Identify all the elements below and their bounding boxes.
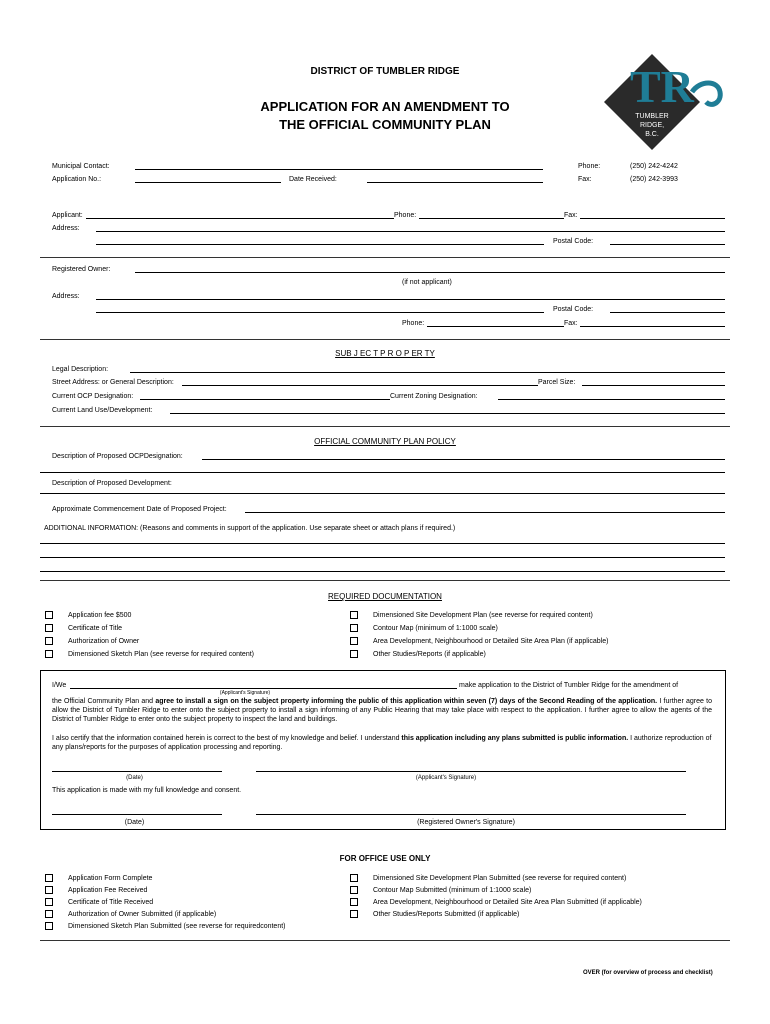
office-right-list (350, 874, 642, 922)
district-title: DISTRICT OF TUMBLER RIDGE (310, 66, 460, 77)
applicant-phone-field[interactable] (419, 218, 564, 219)
office-item[interactable]: Contour Map Submitted (minimum of 1:1000 scale) (350, 886, 642, 898)
office-use-heading: FOR OFFICE USE ONLY (339, 854, 431, 863)
registered-owner-field[interactable] (135, 272, 725, 273)
district-logo (600, 50, 725, 155)
required-right-list (350, 611, 608, 663)
additional-info-field-3[interactable] (40, 571, 725, 572)
page-title-line1: APPLICATION FOR AN AMENDMENT TO (260, 99, 510, 114)
additional-info-field-1[interactable] (40, 543, 725, 544)
section-divider (40, 257, 730, 258)
iwe-label: I/We (52, 682, 67, 689)
legal-description-field[interactable] (130, 372, 725, 373)
checkbox[interactable] (350, 910, 358, 918)
svg-text:TR: TR (630, 61, 694, 112)
required-item[interactable]: Contour Map (minimum of 1:1000 scale) (350, 624, 608, 637)
checkbox[interactable] (45, 874, 53, 882)
checkbox[interactable] (350, 611, 358, 619)
applicant-field[interactable] (86, 218, 394, 219)
required-item[interactable]: Certificate of Title (45, 624, 254, 637)
section-divider (40, 339, 730, 340)
checkbox[interactable] (350, 898, 358, 906)
applicant-address-field-1[interactable] (96, 231, 725, 232)
owner-signature-field[interactable] (256, 814, 686, 815)
checkbox[interactable] (45, 611, 53, 619)
office-left-list (45, 874, 286, 934)
owner-postal-label: Postal Code: (553, 306, 594, 313)
date-caption-2: (Date) (124, 819, 145, 826)
fax-label: Fax: (578, 176, 592, 183)
checkbox[interactable] (45, 886, 53, 894)
applicant-label: Applicant: (52, 212, 83, 219)
date-received-field[interactable] (367, 182, 543, 183)
proposed-ocp-label: Description of Proposed OCPDesignation: (52, 453, 183, 460)
office-item[interactable]: Other Studies/Reports Submitted (if applicable) (350, 910, 642, 922)
ocp-designation-field[interactable] (140, 399, 390, 400)
parcel-size-field[interactable] (582, 385, 725, 386)
owner-address-field-1[interactable] (96, 299, 725, 300)
proposed-ocp-field[interactable] (202, 459, 725, 460)
registered-owner-label: Registered Owner: (52, 266, 111, 273)
checkbox[interactable] (45, 624, 53, 632)
checkbox[interactable] (350, 650, 358, 658)
date-caption-1: (Date) (126, 775, 143, 781)
zoning-designation-label: Current Zoning Designation: (390, 393, 478, 400)
owner-address-label: Address: (52, 293, 80, 300)
proposed-dev-label: Description of Proposed Development: (52, 480, 172, 487)
applicant-fax-label: Fax: (564, 212, 578, 219)
office-item[interactable]: Application Fee Received (45, 886, 286, 898)
required-item[interactable]: Other Studies/Reports (if applicable) (350, 650, 608, 663)
required-left-list (45, 611, 254, 663)
municipal-contact-label: Municipal Contact: (52, 163, 110, 170)
if-not-applicant-note: (if not applicant) (402, 279, 452, 286)
logo-text-line3: B.C. (645, 131, 659, 138)
logo-text-line2: RIDGE, (639, 122, 665, 129)
street-address-label: Street Address: or General Description: (52, 379, 174, 386)
municipal-contact-field[interactable] (135, 169, 543, 170)
declaration-paragraph-2: I also certify that the information contained herein is correct to the best of my knowledge and belief. I understand this application including any plans submitted is public information. I authorize reproduction of any plans/reports for the purposes of application processing and reporting. (52, 735, 712, 751)
checkbox[interactable] (350, 886, 358, 894)
phone-label: Phone: (578, 163, 601, 170)
office-item[interactable]: Authorization of Owner Submitted (if applicable) (45, 910, 286, 922)
applicant-address-field-2[interactable] (96, 244, 544, 245)
make-application-text: make application to the District of Tumbler Ridge for the amendment of (459, 682, 679, 689)
applicant-signature-field[interactable] (256, 771, 686, 772)
checkbox[interactable] (350, 874, 358, 882)
office-item[interactable]: Application Form Complete (45, 874, 286, 886)
office-item[interactable]: Dimensioned Site Development Plan Submitted (see reverse for required content) (350, 874, 642, 886)
land-use-field[interactable] (170, 413, 725, 414)
proposed-dev-field[interactable] (40, 493, 725, 494)
section-divider (40, 580, 730, 581)
owner-phone-field[interactable] (427, 326, 564, 327)
fax-value: (250) 242-3993 (630, 176, 678, 183)
additional-info-field-2[interactable] (40, 557, 725, 558)
date-field-2[interactable] (52, 814, 222, 815)
required-item[interactable]: Dimensioned Site Development Plan (see reverse for required content) (350, 611, 608, 624)
applicant-phone-label: Phone: (394, 212, 417, 219)
legal-description-label: Legal Description: (52, 366, 109, 373)
over-note: OVER (for overview of process and checklist) (583, 970, 713, 976)
office-item[interactable]: Certificate of Title Received (45, 898, 286, 910)
consent-text: This application is made with my full knowledge and consent. (52, 787, 242, 794)
applicant-signature-caption: (Applicant's Signature) (415, 775, 477, 781)
applicant-postal-label: Postal Code: (553, 238, 594, 245)
checkbox[interactable] (350, 637, 358, 645)
applicants-signature-caption: (Applicant's Signature) (219, 690, 271, 696)
checkbox[interactable] (350, 624, 358, 632)
applicant-fax-field[interactable] (580, 218, 725, 219)
zoning-designation-field[interactable] (498, 399, 725, 400)
date-field-1[interactable] (52, 771, 222, 772)
required-doc-heading: REQUIRED DOCUMENTATION (328, 592, 442, 601)
section-divider (40, 426, 730, 427)
owner-address-field-2[interactable] (96, 312, 544, 313)
phone-value: (250) 242-4242 (630, 163, 678, 170)
owner-signature-caption: (Registered Owner's Signature) (417, 819, 515, 826)
office-item[interactable]: Area Development, Neighbourhood or Detailed Site Area Plan Submitted (if applicable) (350, 898, 642, 910)
subject-property-heading: SUB J EC T P R O P ER TY (335, 349, 435, 358)
owner-phone-label: Phone: (402, 320, 425, 327)
commencement-label: Approximate Commencement Date of Proposed Project: (52, 506, 227, 513)
land-use-label: Current Land Use/Development: (52, 407, 153, 414)
applicant-address-label: Address: (52, 225, 80, 232)
commencement-field[interactable] (245, 512, 725, 513)
owner-fax-label: Fax: (564, 320, 578, 327)
required-item[interactable]: Application fee $500 (45, 611, 254, 624)
checkbox[interactable] (45, 898, 53, 906)
street-address-field[interactable] (182, 385, 538, 386)
ocp-designation-label: Current OCP Designation: (52, 393, 134, 400)
ocp-policy-heading: OFFICIAL COMMUNITY PLAN POLICY (314, 437, 456, 446)
application-no-field[interactable] (135, 182, 281, 183)
owner-fax-field[interactable] (580, 326, 725, 327)
date-received-label: Date Received: (289, 176, 337, 183)
required-item[interactable]: Authorization of Owner (45, 637, 254, 650)
checkbox[interactable] (45, 650, 53, 658)
checkbox[interactable] (45, 922, 53, 930)
office-item[interactable]: Dimensioned Sketch Plan Submitted (see reverse for requiredcontent) (45, 922, 286, 934)
additional-info-label: ADDITIONAL INFORMATION: (Reasons and comments in support of the application. Use separate sheet or attach plans if required.) (44, 525, 456, 532)
checkbox[interactable] (45, 910, 53, 918)
owner-postal-field[interactable] (610, 312, 725, 313)
logo-text-line1: TUMBLER (635, 113, 669, 120)
declaration-paragraph-1: the Official Community Plan and agree to install a sign on the subject property informing the public of this application within seven (7) days of the Second Reading of the application. I further agree to allow the District of Tumbler Ridge to enter onto the subject property to install a sign informing of any Public Hearing that may take place with respect to the application. I further agree to allow the agents of the District of Tumbler Ridge to enter onto the subject property to inspect the land and buildings. (52, 698, 712, 723)
proposed-ocp-field-2[interactable] (40, 472, 725, 473)
required-item[interactable]: Area Development, Neighbourhood or Detailed Site Area Plan (if applicable) (350, 637, 608, 650)
parcel-size-label: Parcel Size: (538, 379, 576, 386)
application-no-label: Application No.: (52, 176, 102, 183)
checkbox[interactable] (45, 637, 53, 645)
page-title-line2: THE OFFICIAL COMMUNITY PLAN (279, 117, 491, 132)
applicant-postal-field[interactable] (610, 244, 725, 245)
section-divider (40, 940, 730, 941)
required-item[interactable]: Dimensioned Sketch Plan (see reverse for required content) (45, 650, 254, 663)
